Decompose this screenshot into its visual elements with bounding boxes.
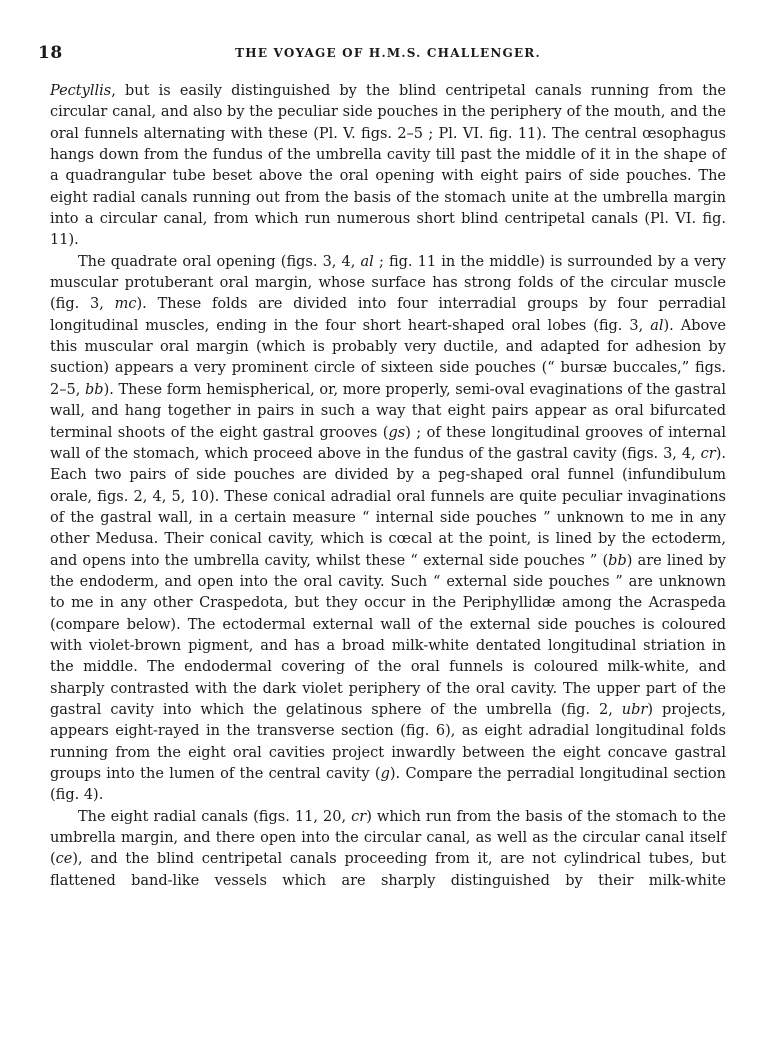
italic-run: bb: [84, 381, 104, 398]
italic-run: al: [650, 317, 664, 334]
italic-run: bb: [608, 552, 627, 569]
italic-run: cr: [351, 808, 367, 825]
text-run: ). These folds are divided into four interradial groups by four perradial longitudinal muscles, ending in the four short heart-shaped oral lobes (fig. 3,: [50, 296, 726, 334]
italic-run: mc: [114, 296, 137, 313]
paragraph-2: [50, 252, 726, 807]
italic-run: ce: [55, 851, 73, 868]
italic-run: al: [360, 253, 374, 270]
italic-run: ubr: [621, 701, 648, 718]
text-run: , but is easily distinguished by the blind centripetal canals running from the circular canal, and also by the peculiar side pouches in the periphery of the mouth, and the oral funnels alternating with these (Pl. V. figs. 2–5 ; Pl. VI. fig. 11). The central œsophagus hangs down from the fundus of the umbrella cavity till past the middle of it in the shape of a quadrangular tube beset above the oral opening with eight pairs of side pouches. The eight radial canals running out from the basis of the stomach unite at the umbrella margin into a circular canal, from which run numerous short blind centripetal canals (Pl. VI. fig. 11).: [50, 83, 726, 249]
text-run: The quadrate oral opening (figs. 3, 4,: [78, 253, 361, 270]
italic-run: gs: [388, 424, 406, 441]
text-run: The eight radial canals (figs. 11, 20,: [78, 808, 352, 825]
body-text: [50, 81, 726, 892]
paragraph-3: [50, 807, 726, 892]
text-run: ). Each two pairs of side pouches are divided by a peg-shaped oral funnel (infundibulum orale, figs. 2, 4, 5, 10). These conical adradial oral funnels are quite peculiar invaginations of the gastral wall, in a certain measure “ internal side pouches ” unknown to me in any other Medusa. Their conical cavity, which is cœcal at the point, is lined by the ectoderm, and opens into the umbrella cavity, whilst these “ external side pouches ” (: [50, 445, 726, 569]
text-run: ) are lined by the endoderm, and open into the oral cavity. Such “ external side pouches ” are unknown to me in any other Craspedota, but they occur in the Periphyllidæ among the Acraspeda (compare below). The ectodermal external wall of the external side pouches is coloured with violet-brown pigment, and has a broad milk-white dentated longitudinal striation in the middle. The endodermal covering of the oral funnels is coloured milk-white, and sharply contrasted with the dark violet periphery of the oral cavity. The upper part of the gastral cavity into which the gelatinous sphere of the umbrella (fig. 2,: [50, 552, 726, 718]
text-run: ; fig. 11 in the middle) is surrounded by a very muscular protuberant oral margin, whose surface has strong folds of the circular muscle (fig. 3,: [50, 253, 726, 313]
text-run: ). Compare the perradial longitudinal section (fig. 4).: [50, 766, 727, 804]
page-header: [38, 43, 738, 69]
italic-run: Pectyllis: [50, 83, 112, 99]
text-run: ). Above this muscular oral margin (which is probably very ductile, and adapted for adhesion by suction) appears a very prominent circle of sixteen side pouches (“ bursæ buccales,” figs. 2–5,: [50, 317, 726, 398]
text-run: ) which run from the basis of the stomach to the umbrella margin, and there open into the circular canal, as well as the circular canal itself (: [50, 808, 726, 868]
italic-run: g: [380, 766, 390, 782]
text-run: ) projects, appears eight-rayed in the transverse section (fig. 6), as eight adradial longitudinal folds running from the eight oral cavities project inwardly between the eight concave gastral groups into the lumen of the central cavity (: [50, 701, 726, 782]
page-number: 18: [38, 43, 63, 63]
running-title: THE VOYAGE OF H.M.S. CHALLENGER.: [235, 46, 541, 60]
text-run: ), and the blind centripetal canals proceeding from it, are not cylindrical tubes, but flattened band-like vessels which are sharply distinguished by their milk-white: [50, 851, 726, 889]
paragraph-1: [50, 81, 726, 252]
text-run: ). These form hemispherical, or, more properly, semi-oval evaginations of the gastral wall, and hang together in pairs in such a way that eight pairs appear as oral bifurcated terminal shoots of the eight gastral grooves (: [50, 381, 726, 441]
text-run: ) ; of these longitudinal grooves of internal wall of the stomach, which proceed above in the fundus of the gastral cavity (figs. 3, 4,: [50, 424, 727, 462]
italic-run: cr: [700, 445, 716, 462]
